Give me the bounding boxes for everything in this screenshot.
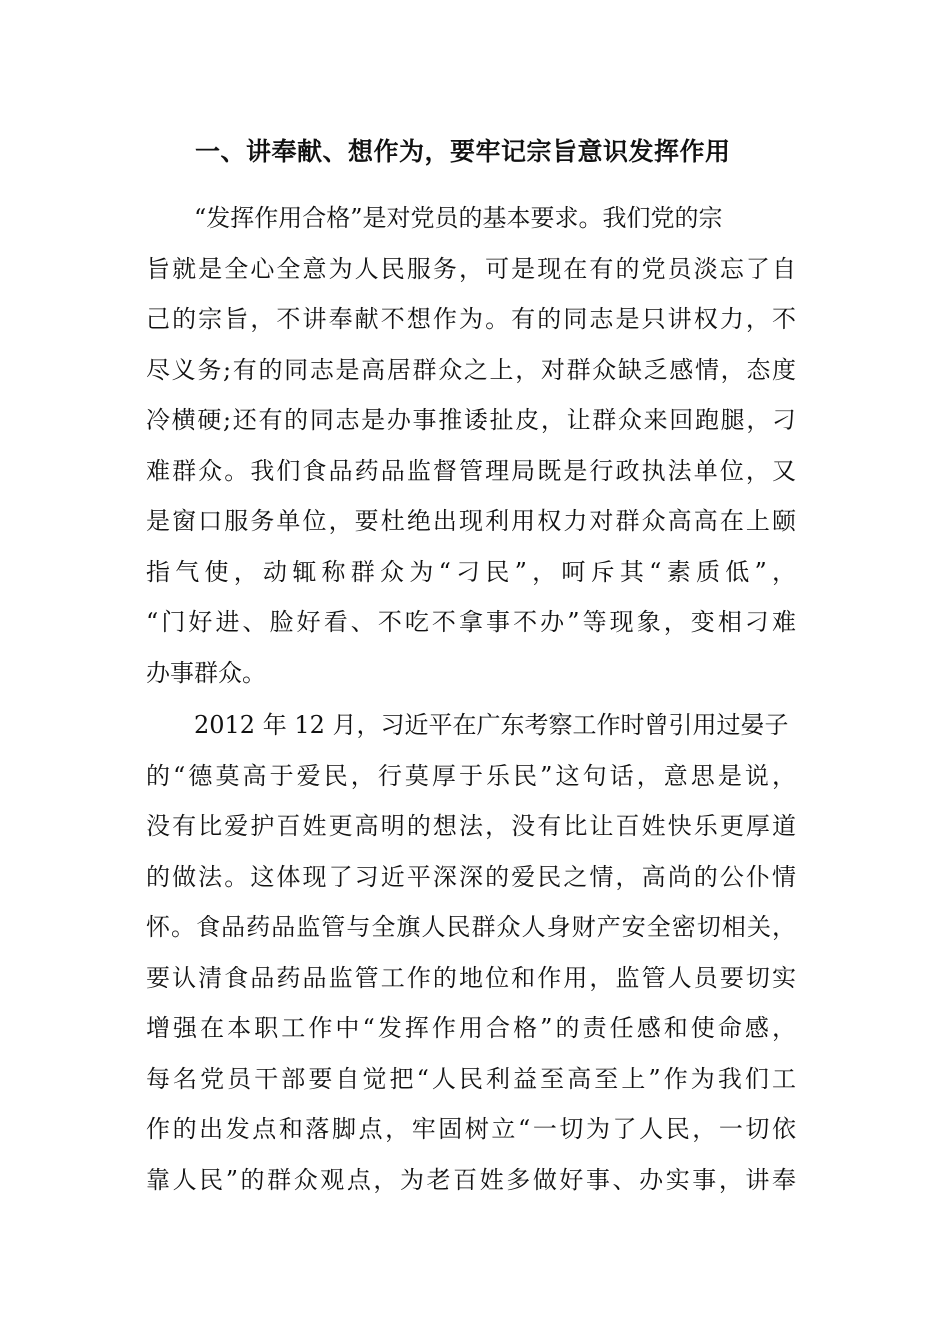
paragraph-line: 尽义务;有的同志是高居群众之上，对群众缺乏感情，态度 [146,355,796,384]
paragraph-line: 旨就是全心全意为人民服务，可是现在有的党员淡忘了自 [146,254,796,283]
paragraph-line: “门好进、脸好看、不吃不拿事不办”等现象，变相刁难 [146,608,796,636]
paragraph-line: 怀。食品药品监管与全旗人民群众人身财产安全密切相关， [146,913,796,941]
paragraph-line: 要认清食品药品监管工作的地位和作用，监管人员要切实 [146,963,796,992]
paragraph-line: 的做法。这体现了习近平深深的爱民之情，高尚的公仆情 [146,862,796,891]
paragraph-line: 指气使，动辄称群众为“刁民”，呵斥其“素质低”， [146,557,796,586]
paragraph-line: 难群众。我们食品药品监督管理局既是行政执法单位，又 [146,456,796,485]
paragraph-line: 是窗口服务单位，要杜绝出现利用权力对群众高高在上颐 [146,507,796,535]
paragraph-line: 己的宗旨，不讲奉献不想作为。有的同志是只讲权力，不 [146,305,796,333]
paragraph-1 [146,193,806,698]
paragraph-line: 办事群众。 [146,658,266,687]
paragraph-line: 冷横硬;还有的同志是办事推诿扯皮，让群众来回跑腿，刁 [146,406,796,434]
paragraph-line: 作的出发点和落脚点，牢固树立“一切为了人民，一切依 [146,1115,796,1143]
paragraph-line: 没有比爱护百姓更高明的想法，没有比让百姓快乐更厚道 [146,812,796,840]
paragraph-line: 增强在本职工作中“发挥作用合格”的责任感和使命感， [146,1014,796,1042]
paragraph-line: 2012 年 12 月，习近平在广东考察工作时曾引用过晏子 [194,711,789,739]
paragraph-line: 的“德莫高于爱民，行莫厚于乐民”这句话，意思是说， [146,761,796,790]
section-heading: 一、讲奉献、想作为，要牢记宗旨意识发挥作用 [195,137,731,166]
paragraph-line: “发挥作用合格”是对党员的基本要求。我们党的宗 [194,204,723,232]
paragraph-2 [146,700,806,1205]
paragraph-line: 靠人民”的群众观点，为老百姓多做好事、办实事，讲奉 [146,1165,796,1194]
paragraph-line: 每名党员干部要自觉把“人民利益至高至上”作为我们工 [146,1064,796,1093]
